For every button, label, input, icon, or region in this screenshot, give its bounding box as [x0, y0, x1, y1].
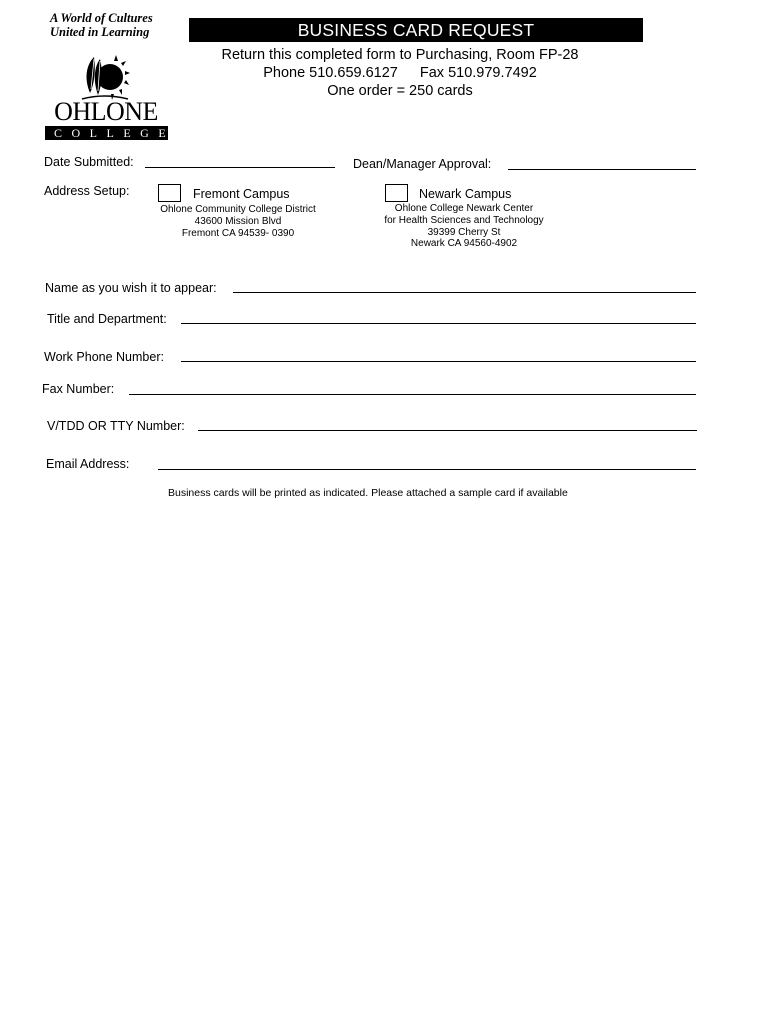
fremont-campus-address: [158, 204, 318, 239]
newark-campus-address: [378, 203, 550, 250]
fremont-campus-label: Fremont Campus: [193, 187, 290, 201]
newark-address-line: Ohlone College Newark Center: [394, 203, 534, 214]
tagline-line-1: A World of Cultures: [50, 11, 153, 25]
fremont-address-line: 43600 Mission Blvd: [194, 215, 282, 227]
ohlone-feather-sun-icon: [76, 53, 132, 103]
college-tagline: [50, 11, 180, 39]
dean-approval-field[interactable]: [508, 169, 696, 170]
newark-campus-checkbox[interactable]: [385, 184, 408, 202]
fremont-campus-checkbox[interactable]: [158, 184, 181, 202]
email-field[interactable]: [158, 469, 696, 470]
order-quantity-note: One order = 250 cards: [327, 83, 473, 99]
purchasing-fax: Fax 510.979.7492: [419, 65, 537, 81]
vtdd-tty-label: V/TDD OR TTY Number:: [47, 419, 185, 433]
printing-note: Business cards will be printed as indicated. Please attached a sample card if available: [168, 487, 568, 499]
newark-address-line: 39399 Cherry St: [427, 226, 501, 238]
logo-wordmark: OHLONE: [54, 97, 158, 126]
date-submitted-field[interactable]: [145, 167, 335, 168]
vtdd-tty-field[interactable]: [198, 430, 697, 431]
fax-number-label: Fax Number:: [42, 382, 115, 396]
name-label: Name as you wish it to appear:: [45, 281, 217, 295]
form-instructions: [189, 46, 611, 100]
address-setup-label: Address Setup:: [44, 184, 130, 198]
email-label: Email Address:: [46, 457, 130, 471]
form-title: BUSINESS CARD REQUEST: [189, 18, 643, 42]
work-phone-field[interactable]: [181, 361, 696, 362]
tagline-line-2: United in Learning: [50, 25, 150, 39]
instruction-return: Return this completed form to Purchasing, Room FP-28: [221, 47, 579, 63]
title-department-label: Title and Department:: [47, 312, 167, 326]
work-phone-label: Work Phone Number:: [44, 350, 164, 364]
logo-college-bar: COLLEGE: [45, 126, 168, 140]
fax-number-field[interactable]: [129, 394, 696, 395]
fremont-address-line: Ohlone Community College District: [160, 204, 316, 215]
newark-campus-label: Newark Campus: [419, 187, 512, 201]
newark-address-line: for Health Sciences and Technology: [384, 214, 544, 226]
title-department-field[interactable]: [181, 323, 696, 324]
name-field[interactable]: [233, 292, 696, 293]
dean-approval-label: Dean/Manager Approval:: [353, 157, 492, 171]
fremont-address-line: Fremont CA 94539- 0390: [181, 227, 295, 239]
date-submitted-label: Date Submitted:: [44, 155, 134, 169]
newark-address-line: Newark CA 94560-4902: [410, 238, 518, 250]
purchasing-phone: Phone 510.659.6127: [263, 65, 398, 81]
instruction-contact: [189, 64, 611, 82]
